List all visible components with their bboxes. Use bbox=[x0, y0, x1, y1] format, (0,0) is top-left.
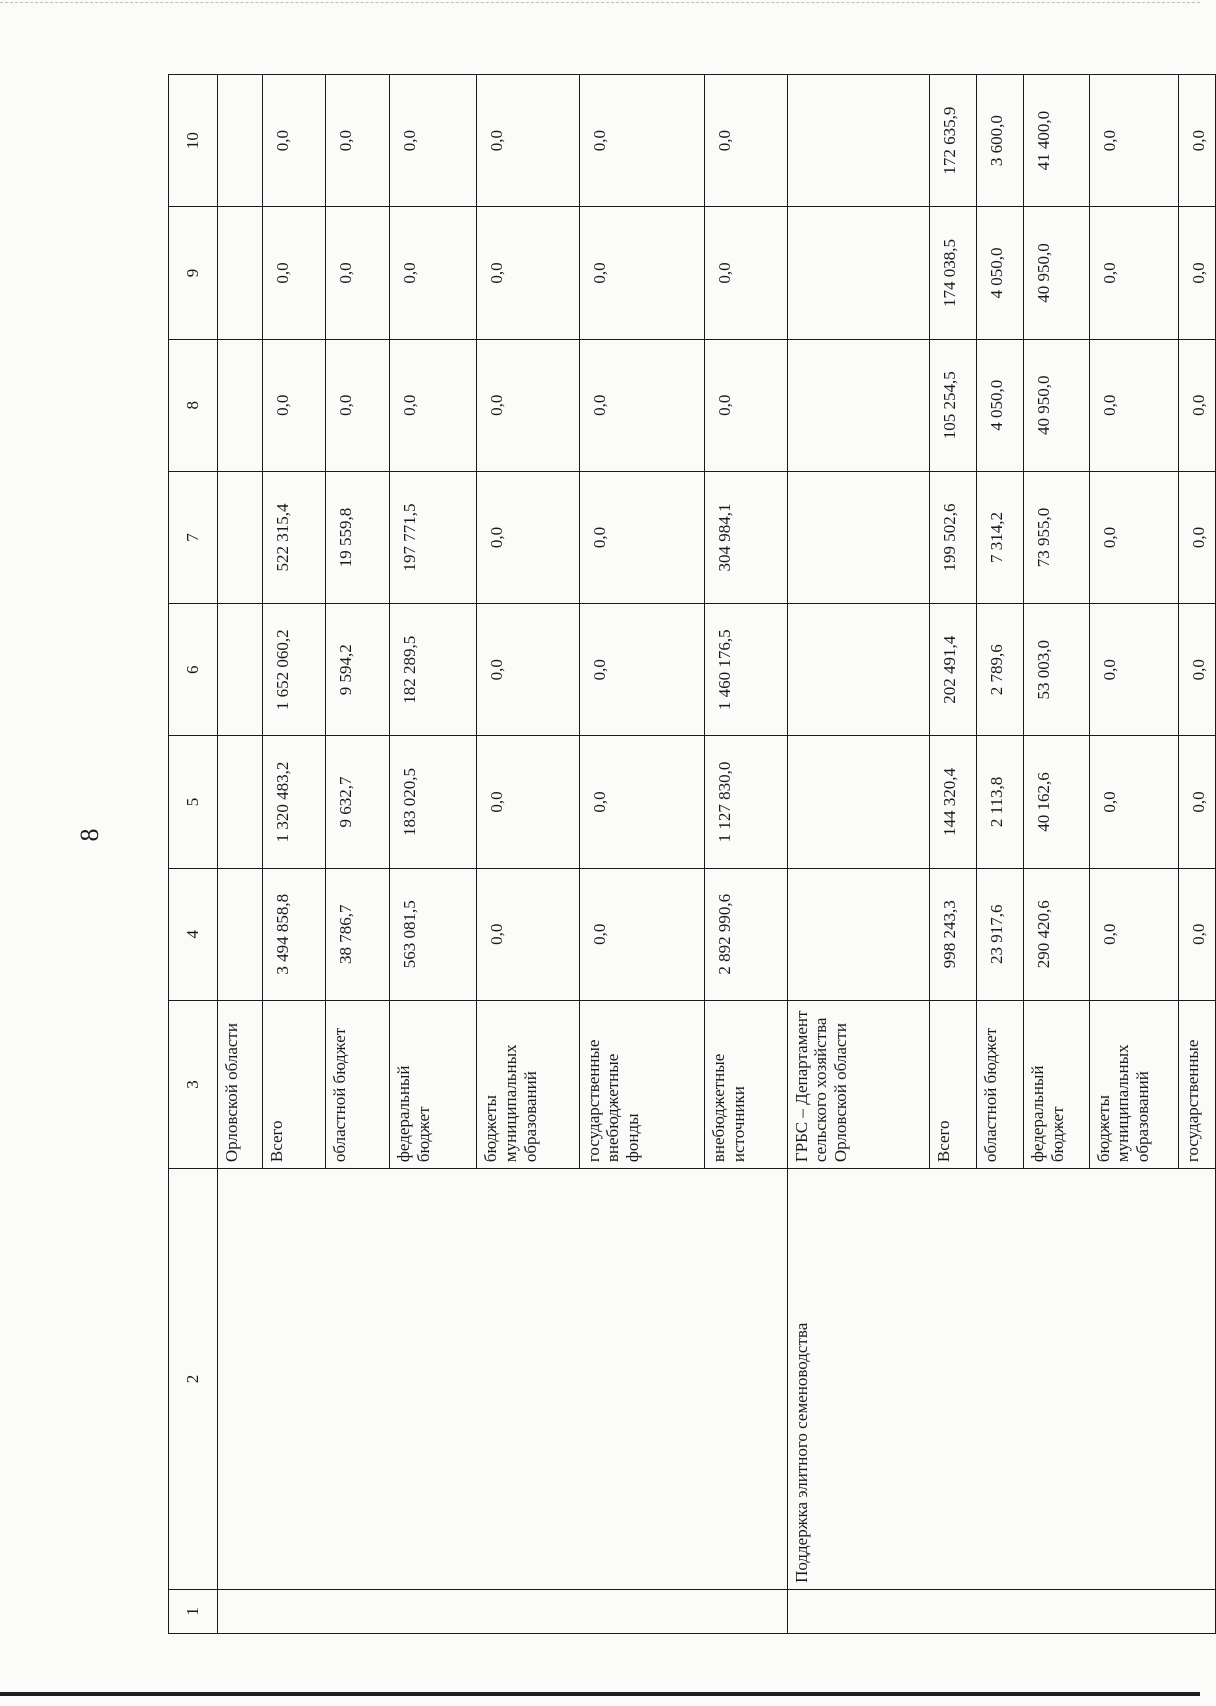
row-label: Всего bbox=[262, 1000, 326, 1168]
value-cell-col6: 0,0 bbox=[1089, 604, 1178, 736]
rotated-table-wrapper bbox=[168, 74, 1216, 1634]
value-cell-col7: 0,0 bbox=[579, 471, 704, 603]
value-cell-col4: 0,0 bbox=[1089, 868, 1178, 1000]
value-cell-col9: 4 050,0 bbox=[977, 207, 1024, 339]
cell-col1 bbox=[787, 1589, 1215, 1633]
value-cell-col10: 0,0 bbox=[262, 75, 326, 207]
value-cell-col4: 563 081,5 bbox=[390, 868, 477, 1000]
header-row bbox=[169, 75, 218, 1634]
value-cell-col5: 2 113,8 bbox=[977, 736, 1024, 868]
value-cell-col10: 172 635,9 bbox=[930, 75, 977, 207]
row-label: областной бюджет bbox=[977, 1000, 1024, 1168]
value-cell-col10: 0,0 bbox=[704, 75, 787, 207]
value-cell-col7: 0,0 bbox=[1179, 471, 1216, 603]
table-row bbox=[787, 75, 929, 1634]
value-cell-col7: 19 559,8 bbox=[326, 471, 390, 603]
value-cell-col10: 3 600,0 bbox=[977, 75, 1024, 207]
col-header-6: 6 bbox=[169, 604, 218, 736]
value-cell-col6: 202 491,4 bbox=[930, 604, 977, 736]
value-cell-col9: 0,0 bbox=[326, 207, 390, 339]
value-cell-col9: 40 950,0 bbox=[1023, 207, 1089, 339]
value-cell-col8: 0,0 bbox=[262, 339, 326, 471]
value-cell-col9: 0,0 bbox=[477, 207, 579, 339]
value-cell-col10: 41 400,0 bbox=[1023, 75, 1089, 207]
col-header-3: 3 bbox=[169, 1000, 218, 1168]
value-cell-col10: 0,0 bbox=[477, 75, 579, 207]
row-label: Орловской области bbox=[218, 1000, 263, 1168]
section-title: Поддержка элитного семеноводства bbox=[787, 1169, 1215, 1590]
value-cell-col8: 0,0 bbox=[1179, 339, 1216, 471]
value-cell-col7: 304 984,1 bbox=[704, 471, 787, 603]
value-cell-col9: 0,0 bbox=[262, 207, 326, 339]
value-cell-col10: 0,0 bbox=[579, 75, 704, 207]
value-cell-col8: 4 050,0 bbox=[977, 339, 1024, 471]
value-cell-col4: 290 420,6 bbox=[1023, 868, 1089, 1000]
table-row bbox=[218, 75, 263, 1634]
value-cell-col9: 0,0 bbox=[1179, 207, 1216, 339]
value-cell-col8: 0,0 bbox=[390, 339, 477, 471]
value-cell-col5: 0,0 bbox=[1089, 736, 1178, 868]
value-cell-col8: 0,0 bbox=[477, 339, 579, 471]
value-cell-col4: 23 917,6 bbox=[977, 868, 1024, 1000]
col-header-2: 2 bbox=[169, 1169, 218, 1590]
row-label: бюджеты муниципальных образований bbox=[477, 1000, 579, 1168]
value-cell-col6: 182 289,5 bbox=[390, 604, 477, 736]
col-header-1: 1 bbox=[169, 1589, 218, 1633]
value-cell-col9: 174 038,5 bbox=[930, 207, 977, 339]
value-cell-col10: 0,0 bbox=[1179, 75, 1216, 207]
value-cell-col4: 3 494 858,8 bbox=[262, 868, 326, 1000]
value-cell-col8: 0,0 bbox=[579, 339, 704, 471]
cell-col2 bbox=[218, 1169, 788, 1590]
value-cell-col4: 0,0 bbox=[477, 868, 579, 1000]
value-cell-col9: 0,0 bbox=[1089, 207, 1178, 339]
col-header-4: 4 bbox=[169, 868, 218, 1000]
value-cell-col6: 9 594,2 bbox=[326, 604, 390, 736]
value-cell-col4: 0,0 bbox=[579, 868, 704, 1000]
value-cell-col6: 2 789,6 bbox=[977, 604, 1024, 736]
row-label: внебюджетные источники bbox=[704, 1000, 787, 1168]
value-cell-col8: 105 254,5 bbox=[930, 339, 977, 471]
value-cell-col7: 0,0 bbox=[477, 471, 579, 603]
value-cell-col10: 0,0 bbox=[390, 75, 477, 207]
grbs-label: ГРБС – Департамент сельского хозяйства Орловской области bbox=[787, 1000, 929, 1168]
value-cell-col4: 998 243,3 bbox=[930, 868, 977, 1000]
value-cell-col5: 1 320 483,2 bbox=[262, 736, 326, 868]
value-cell-col7: 199 502,6 bbox=[930, 471, 977, 603]
row-label: федеральный бюджет bbox=[390, 1000, 477, 1168]
value-cell-col6: 1 652 060,2 bbox=[262, 604, 326, 736]
value-cell-col5: 40 162,6 bbox=[1023, 736, 1089, 868]
value-cell-col6: 1 460 176,5 bbox=[704, 604, 787, 736]
value-cell-col9: 0,0 bbox=[579, 207, 704, 339]
value-cell-col9: 0,0 bbox=[390, 207, 477, 339]
budget-table bbox=[168, 74, 1216, 1634]
row-label: областной бюджет bbox=[326, 1000, 390, 1168]
value-cell-col7: 522 315,4 bbox=[262, 471, 326, 603]
value-cell-col8: 0,0 bbox=[326, 339, 390, 471]
row-label: государственные внебюджетные фонды bbox=[579, 1000, 704, 1168]
col-header-8: 8 bbox=[169, 339, 218, 471]
value-cell-col7: 7 314,2 bbox=[977, 471, 1024, 603]
value-cell-col5: 0,0 bbox=[477, 736, 579, 868]
value-cell-col5: 0,0 bbox=[1179, 736, 1216, 868]
row-label: бюджеты муниципальных образований bbox=[1089, 1000, 1178, 1168]
col-header-7: 7 bbox=[169, 471, 218, 603]
value-cell-col6: 53 003,0 bbox=[1023, 604, 1089, 736]
row-label: Всего bbox=[930, 1000, 977, 1168]
page-number: 8 bbox=[75, 828, 104, 842]
cell-col1 bbox=[218, 1589, 788, 1633]
value-cell-col5: 144 320,4 bbox=[930, 736, 977, 868]
col-header-5: 5 bbox=[169, 736, 218, 868]
row-label: федеральный бюджет bbox=[1023, 1000, 1089, 1168]
value-cell-col4: 38 786,7 bbox=[326, 868, 390, 1000]
value-cell-col9: 0,0 bbox=[704, 207, 787, 339]
value-cell-col4: 0,0 bbox=[1179, 868, 1216, 1000]
value-cell-col8: 0,0 bbox=[704, 339, 787, 471]
value-cell-col7: 73 955,0 bbox=[1023, 471, 1089, 603]
value-cell-col5: 9 632,7 bbox=[326, 736, 390, 868]
value-cell-col6: 0,0 bbox=[579, 604, 704, 736]
value-cell-col7: 197 771,5 bbox=[390, 471, 477, 603]
value-cell-col6: 0,0 bbox=[477, 604, 579, 736]
value-cell-col4: 2 892 990,6 bbox=[704, 868, 787, 1000]
value-cell-col5: 0,0 bbox=[579, 736, 704, 868]
value-cell-col10: 0,0 bbox=[1089, 75, 1178, 207]
value-cell-col5: 183 020,5 bbox=[390, 736, 477, 868]
value-cell-col8: 40 950,0 bbox=[1023, 339, 1089, 471]
bottom-scan-edge bbox=[0, 1692, 1200, 1696]
col-header-10: 10 bbox=[169, 75, 218, 207]
value-cell-col7: 0,0 bbox=[1089, 471, 1178, 603]
value-cell-col6: 0,0 bbox=[1179, 604, 1216, 736]
top-scan-edge bbox=[0, 2, 1200, 3]
value-cell-col10: 0,0 bbox=[326, 75, 390, 207]
value-cell-col5: 1 127 830,0 bbox=[704, 736, 787, 868]
row-label: государственные bbox=[1179, 1000, 1216, 1168]
value-cell-col8: 0,0 bbox=[1089, 339, 1178, 471]
col-header-9: 9 bbox=[169, 207, 218, 339]
